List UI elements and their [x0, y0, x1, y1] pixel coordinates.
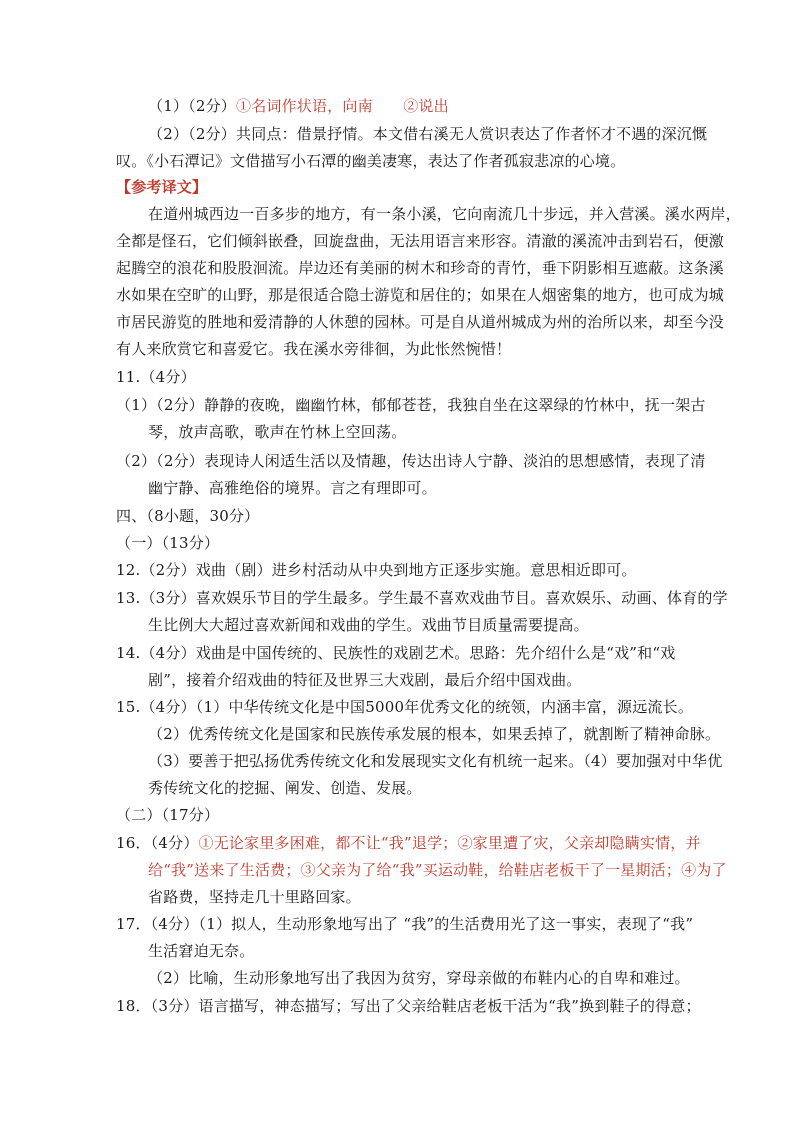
text-line — [116, 697, 693, 717]
text-run: 四、（8小题，30分） — [116, 507, 260, 525]
text-run: 水如果在空旷的山野，那是很适合隐士游览和居住的；如果在人烟密集的地方，也可成为城 — [116, 286, 725, 304]
text-run: 生活窘迫无奈。 — [148, 942, 255, 960]
text-line — [148, 778, 422, 798]
text-line — [148, 96, 449, 116]
text-line — [116, 560, 637, 580]
text-run: ③父亲为了给“我”买运动鞋，给鞋店老板干了一星期活； — [300, 861, 682, 879]
section-heading: 【参考译文】 — [116, 178, 208, 196]
text-line — [116, 258, 724, 278]
text-line — [116, 312, 724, 332]
text-run: （一）（13分） — [116, 534, 220, 552]
text-line — [148, 860, 727, 880]
text-line — [116, 996, 701, 1016]
text-line — [116, 833, 701, 853]
text-run: ①无论家里多困难，都不让“我”退学；②家里遭了灾，父亲却隐瞒实情，并 — [198, 834, 701, 852]
text-line — [116, 285, 724, 305]
text-line — [116, 395, 706, 415]
text-line — [116, 506, 259, 526]
text-line — [116, 151, 625, 171]
text-line — [116, 914, 693, 934]
text-run: 给“我”送来了生活费； — [148, 861, 301, 879]
text-line — [148, 478, 437, 498]
text-line — [148, 615, 589, 635]
text-line — [148, 968, 690, 988]
text-run: （1）（2分） — [148, 97, 236, 115]
text-run: 在道州城西边一百多步的地方，有一条小溪，它向南流几十步远，并入营溪。溪水两岸， — [148, 205, 741, 223]
text-run: 13.（3分）喜欢娱乐节目的学生最多。学生最不喜欢戏曲节目。喜欢娱乐、动画、体育的学 — [116, 589, 728, 607]
text-run: 省路费，坚持走几十里路回家。 — [148, 888, 361, 906]
text-run: 琴，放声高歌，歌声在竹林上空回荡。 — [148, 423, 407, 441]
text-line — [148, 724, 720, 744]
text-run: （2）优秀传统文化是国家和民族传承发展的根本，如果丢掉了，就割断了精神命脉。 — [148, 725, 721, 743]
text-line — [116, 177, 207, 197]
text-line — [116, 231, 724, 251]
text-line — [116, 805, 219, 825]
text-run: 12.（2分）戏曲（剧）进乡村活动从中央到地方正逐步实施。意思相近即可。 — [116, 561, 637, 579]
text-run: （2）（2分）共同点：借景抒情。本文借右溪无人赏识表达了作者怀才不遇的深沉慨 — [148, 125, 708, 143]
text-run: ①名词作状语，向南 ②说出 — [236, 97, 449, 115]
text-run: 市居民游览的胜地和爱清静的人休憩的园林。可是自从道州城成为州的治所以来，却至今没 — [116, 313, 725, 331]
text-line — [148, 422, 406, 442]
text-line — [116, 451, 706, 471]
text-run: 11.（4分） — [116, 368, 196, 386]
text-run: 起腾空的浪花和股股洄流。岸边还有美丽的树木和珍奇的青竹，垂下阴影相互遮蔽。这条溪 — [116, 259, 725, 277]
text-line — [148, 941, 254, 961]
text-run: 有人来欣赏它和喜爱它。我在溪水旁徘徊，为此怅然惋惜！ — [116, 340, 512, 358]
text-run: （2）比喻，生动形象地写出了我因为贫穷，穿母亲做的布鞋内心的自卑和难过。 — [148, 969, 690, 987]
text-run: 14.（4分）戏曲是中国传统的、民族性的戏剧艺术。思路：先介绍什么是“戏”和“戏 — [116, 644, 676, 662]
text-run: 16．（4分） — [116, 834, 199, 852]
text-run: （3）要善于把弘扬优秀传统文化和发展现实文化有机统一起来。（4）要加强对中华优 — [148, 752, 723, 770]
text-run: 叹。《小石潭记》文借描写小石潭的幽美凄寒，表达了作者孤寂悲凉的心境。 — [116, 152, 626, 170]
text-run: ④为了 — [681, 861, 727, 879]
text-line — [116, 367, 196, 387]
text-line — [148, 124, 707, 144]
text-run: 18．（3分）语言描写，神态描写；写出了父亲给鞋店老板干活为“我”换到鞋子的得意； — [116, 997, 701, 1015]
text-run: 生比例大大超过喜欢新闻和戏曲的学生。戏曲节目质量需要提高。 — [148, 616, 589, 634]
text-run: 幽宁静、高雅绝俗的境界。言之有理即可。 — [148, 479, 437, 497]
text-line — [116, 533, 219, 553]
text-line — [116, 339, 511, 359]
text-line — [148, 751, 722, 771]
text-line — [148, 887, 361, 907]
text-run: 秀传统文化的挖掘、阐发、创造、发展。 — [148, 779, 422, 797]
text-run: 15.（4分）（1）中华传统文化是中国5000年优秀文化的统领，内涵丰富，源远流长。 — [116, 698, 694, 716]
text-run: （2）（2分）表现诗人闲适生活以及情趣，传达出诗人宁静、淡泊的思想感情，表现了清 — [116, 452, 706, 470]
text-run: （1）（2分）静静的夜晚，幽幽竹林，郁郁苍苍，我独自坐在这翠绿的竹林中，抚一架古 — [116, 396, 706, 414]
text-run: 17．（4分）（1）拟人，生动形象地写出了 “我”的生活费用光了这一事实，表现了“我” — [116, 915, 694, 933]
text-run: 全都是怪石，它们倾斜嵌叠，回旋盘曲，无法用语言来形容。清澈的溪流冲击到岩石，便激 — [116, 232, 725, 250]
text-line — [116, 588, 728, 608]
text-line — [148, 670, 581, 690]
text-run: 剧”，接着介绍戏曲的特征及世界三大戏剧，最后介绍中国戏曲。 — [148, 671, 582, 689]
text-line — [148, 204, 741, 224]
text-run: （二）（17分） — [116, 806, 220, 824]
text-line — [116, 643, 675, 663]
